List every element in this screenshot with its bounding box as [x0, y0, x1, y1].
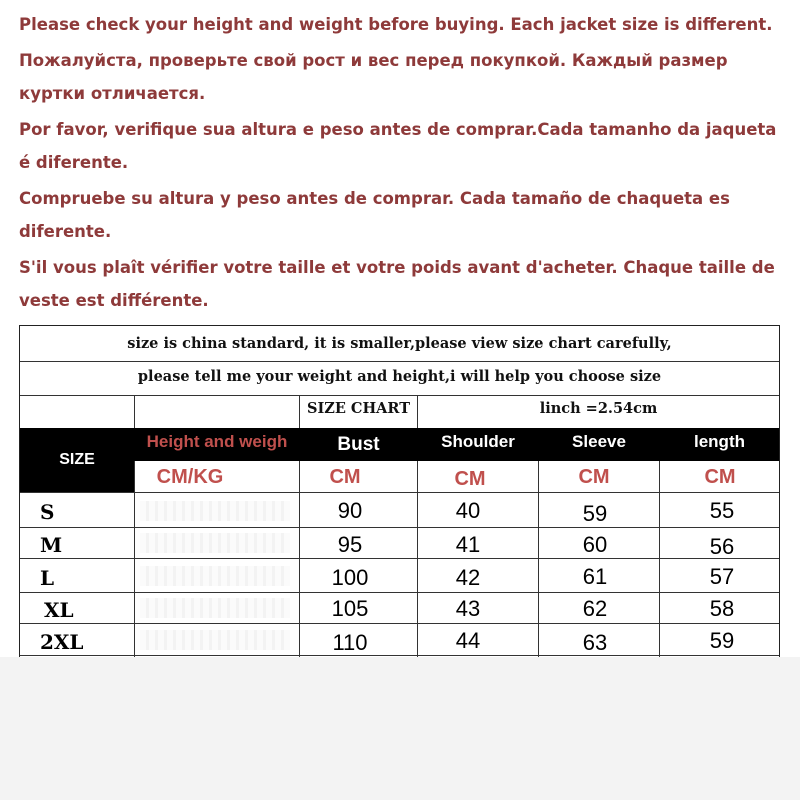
sleeve-value: 62: [582, 596, 608, 621]
header-bust: Bust: [337, 434, 380, 455]
size-label: L: [40, 566, 55, 590]
inch-conversion: linch =2.54cm: [539, 400, 658, 417]
divider: [20, 492, 779, 493]
shoulder-value: 42: [455, 565, 481, 590]
header-length: length: [694, 432, 745, 451]
length-value: 56: [709, 534, 735, 559]
length-value: 58: [709, 596, 735, 621]
shoulder-value: 40: [455, 498, 481, 523]
sleeve-value: 61: [582, 564, 608, 589]
banner-china-standard: size is china standard, it is smaller,please view size chart carefully,: [127, 335, 672, 352]
size-chart-label: SIZE CHART: [306, 400, 410, 417]
length-value: 57: [709, 564, 735, 589]
size-column-header: SIZE: [20, 428, 134, 492]
bust-value: 100: [331, 565, 369, 590]
sleeve-value: 60: [582, 532, 608, 557]
header-shoulder: Shoulder: [441, 432, 515, 451]
shoulder-value: 44: [455, 628, 481, 653]
divider: [20, 623, 779, 624]
unit-shoulder: CM: [454, 468, 486, 490]
length-value: 55: [709, 498, 735, 523]
size-label: M: [40, 533, 63, 557]
divider: [20, 655, 779, 656]
notice-french: S'il vous plaît vérifier votre taille et votre poids avant d'acheter. Chaque taille de veste est différente.: [19, 258, 775, 310]
unit-sleeve: CM: [578, 466, 610, 488]
shoulder-value: 41: [455, 532, 481, 557]
sleeve-value: 63: [582, 630, 608, 655]
sleeve-value: 59: [582, 501, 608, 526]
notice-spanish: Compruebe su altura y peso antes de comprar. Cada tamaño de chaqueta es diferente.: [19, 189, 730, 241]
divider: [538, 461, 539, 657]
bust-value: 110: [332, 630, 368, 655]
size-label: S: [40, 500, 55, 524]
notice-block: [19, 8, 789, 320]
notice-russian: Пожалуйста, проверьте свой рост и вес перед покупкой. Каждый размер куртки отличается.: [19, 51, 728, 103]
faded-cell: [140, 501, 290, 521]
shoulder-value: 43: [455, 596, 481, 621]
bust-value: 95: [337, 532, 363, 557]
size-label: 2XL: [40, 630, 84, 654]
divider: [20, 361, 779, 362]
notice-english: Please check your height and weight before buying. Each jacket size is different.: [19, 15, 773, 34]
unit-cm-kg: CM/KG: [156, 466, 224, 488]
faded-cell: [140, 533, 290, 553]
faded-cell: [140, 566, 290, 586]
divider: [20, 558, 779, 559]
notice-portuguese: Por favor, verifique sua altura e peso antes de comprar.Cada tamanho da jaqueta é diferente.: [19, 120, 777, 172]
divider: [20, 592, 779, 593]
unit-length: CM: [704, 466, 736, 488]
banner-help-choose: please tell me your weight and height,i will help you choose size: [137, 368, 662, 385]
bust-value: 105: [331, 596, 369, 621]
faded-cell: [140, 598, 290, 618]
divider: [20, 527, 779, 528]
length-value: 59: [709, 628, 735, 653]
unit-bust: CM: [329, 466, 361, 488]
divider: [659, 461, 660, 657]
header-sleeve: Sleeve: [572, 432, 626, 451]
header-height-weight: Height and weigh: [146, 432, 288, 451]
faded-cell: [140, 630, 290, 650]
bust-value: 90: [337, 498, 363, 523]
size-label: XL: [44, 598, 74, 622]
